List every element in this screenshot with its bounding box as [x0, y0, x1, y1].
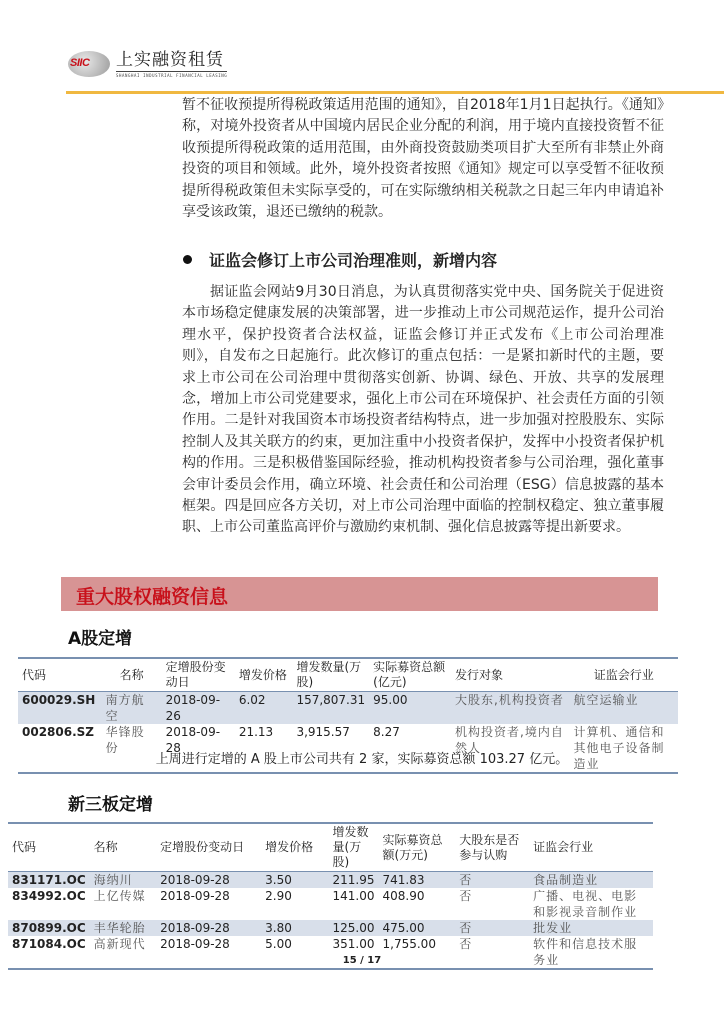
cell-major-shareholder: 否	[459, 937, 473, 951]
cell-industry: 批发业	[529, 920, 653, 936]
cell-date: 2018-09-28	[156, 872, 261, 889]
section-banner	[61, 577, 658, 611]
cell-date: 2018-09-28	[165, 725, 221, 755]
cell-price: 6.02	[235, 692, 293, 725]
cell-quantity: 141.00	[332, 889, 375, 903]
page-number: 15 / 17	[342, 955, 382, 966]
header-divider	[66, 91, 724, 94]
cell-date: 2018-09-28	[160, 937, 230, 951]
paragraph-tax-policy: 暂不征收预提所得税政策适用范围的通知》，自2018年1月1日起执行。《通知》称，对境外投资者从中国境内居民企业分配的利润，用于境内直接投资暂不征收预提所得税政策的适用范围，由外商投资鼓励类项目扩大至所有非禁止外商投资的项目和领域。此外，境外投资者按照《通知》规定可以享受暂不征收预提所得税政策但未实际享受的，可在实际缴纳相关税款之日起三年内申请追补享受该政策，退还已缴纳的税款。	[182, 97, 664, 221]
cell-target: 机构投资者,境内自然人	[455, 725, 564, 755]
table-row	[8, 888, 653, 920]
column-header: 名称	[90, 823, 156, 872]
paragraph-governance: 据证监会网站9月30日消息，为认真贯彻落实党中央、国务院关于促进资本市场稳定健康发展的决策部署，进一步推动上市公司规范运作，提升公司治理水平，保护投资者合法权益，证监会修订并正式发布《上市公司治理准则》，自发布之日起施行。此次修订的重点包括：一是紧扣新时代的主题，要求上市公司在公司治理中贯彻落实创新、协调、绿色、开放、共享的发展理念，增加上市公司党建要求，强化上市公司在环境保护、社会责任方面的引领作用。二是针对我国资本市场投资者结构特点，进一步加强对控股股东、实际控制人及其关联方的约束，更加注重中小投资者保护，发挥中小投资者保护机构的作用。三是积极借鉴国际经验，推动机构投资者参与公司治理，强化董事会审计委员会作用，确立环境、社会责任和公司治理（ESG）信息披露的基本框架。四是回应各方关切，对上市公司治理中面临的控制权稳定、独立董事履职、上市公司董监高评价与激励约束机制、强化信息披露等提出新要求。	[182, 284, 664, 536]
cell-code: 834992.OC	[12, 889, 86, 903]
column-header: 大股东是否参与认购	[455, 823, 529, 872]
column-header: 定增股份变动日	[162, 658, 235, 692]
column-header: 增发数量(万股)	[329, 823, 379, 872]
cell-code: 831171.OC	[8, 872, 90, 889]
cell-code: 871084.OC	[12, 937, 86, 951]
table-row	[8, 872, 653, 889]
cell-major-shareholder: 否	[455, 920, 529, 936]
column-header: 实际募资总额(万元)	[379, 823, 456, 872]
cell-industry: 航空运输业	[570, 692, 678, 725]
cell-amount: 475.00	[379, 920, 456, 936]
column-header: 增发价格	[235, 658, 293, 692]
cell-quantity: 125.00	[329, 920, 379, 936]
cell-name: 海纳川	[90, 872, 156, 889]
cell-price: 3.80	[261, 920, 328, 936]
bullet-icon	[183, 255, 192, 264]
cell-price: 3.50	[261, 872, 328, 889]
logo-chinese-name: 上实融资租赁	[116, 50, 227, 72]
table-row	[8, 920, 653, 936]
cell-industry: 软件和信息技术服务业	[533, 937, 638, 967]
cell-major-shareholder: 否	[459, 889, 473, 903]
cell-amount: 8.27	[373, 725, 400, 739]
cell-amount: 741.83	[379, 872, 456, 889]
logo-english-name: SHANGHAI INDUSTRIAL FINANCIAL LEASING	[116, 73, 228, 78]
column-header: 定增股份变动日	[156, 823, 261, 872]
cell-amount: 408.90	[382, 889, 425, 903]
column-header: 证监会行业	[529, 823, 653, 872]
cell-industry: 食品制造业	[529, 872, 653, 889]
neeq-table	[8, 822, 653, 970]
cell-industry: 广播、电视、电影和影视录音制作业	[533, 889, 638, 919]
column-header: 代码	[8, 823, 90, 872]
cell-target: 大股东,机构投资者	[451, 692, 570, 725]
cell-price: 21.13	[238, 725, 274, 739]
bullet-heading	[183, 248, 497, 271]
cell-quantity: 351.00	[332, 937, 375, 951]
cell-code: 600029.SH	[18, 692, 102, 725]
table-row	[18, 692, 678, 725]
logo-emblem-icon: SIIC	[68, 51, 110, 77]
cell-price: 2.90	[265, 889, 292, 903]
cell-date: 2018-09-28	[156, 920, 261, 936]
cell-date: 2018-09-28	[160, 889, 230, 903]
cell-date: 2018-09-26	[162, 692, 235, 725]
table-header-row	[8, 823, 653, 872]
section-title: 重大股权融资信息	[76, 586, 229, 608]
cell-industry: 计算机、通信和其他电子设备制造业	[573, 725, 665, 771]
table-header-row	[18, 658, 678, 692]
cell-major-shareholder: 否	[455, 872, 529, 889]
a-share-title: A股定增	[68, 629, 133, 649]
cell-amount: 1,755.00	[382, 937, 436, 951]
cell-name: 高新现代	[93, 937, 146, 951]
cell-amount: 95.00	[369, 692, 451, 725]
column-header: 代码	[18, 658, 102, 692]
cell-quantity: 157,807.31	[292, 692, 369, 725]
cell-name: 上亿传媒	[93, 889, 146, 903]
cell-name: 丰华轮胎	[90, 920, 156, 936]
cell-code: 002806.SZ	[22, 725, 94, 739]
bullet-heading-text: 证监会修订上市公司治理准则，新增内容	[209, 251, 498, 270]
column-header: 证监会行业	[570, 658, 678, 692]
a-share-summary: 上周进行定增的 A 股上市公司共有 2 家，实际募资总额 103.27 亿元。	[155, 752, 569, 767]
cell-price: 5.00	[265, 937, 292, 951]
column-header: 发行对象	[451, 658, 570, 692]
company-logo	[68, 50, 227, 78]
cell-name: 南方航空	[102, 692, 162, 725]
cell-quantity: 211.95	[329, 872, 379, 889]
cell-quantity: 3,915.57	[296, 725, 350, 739]
cell-code: 870899.OC	[8, 920, 90, 936]
column-header: 增发价格	[261, 823, 328, 872]
neeq-title: 新三板定增	[68, 795, 153, 815]
cell-name: 华锋股份	[105, 725, 145, 755]
column-header: 名称	[102, 658, 162, 692]
column-header: 实际募资总额(亿元)	[369, 658, 451, 692]
column-header: 增发数量(万股)	[292, 658, 369, 692]
